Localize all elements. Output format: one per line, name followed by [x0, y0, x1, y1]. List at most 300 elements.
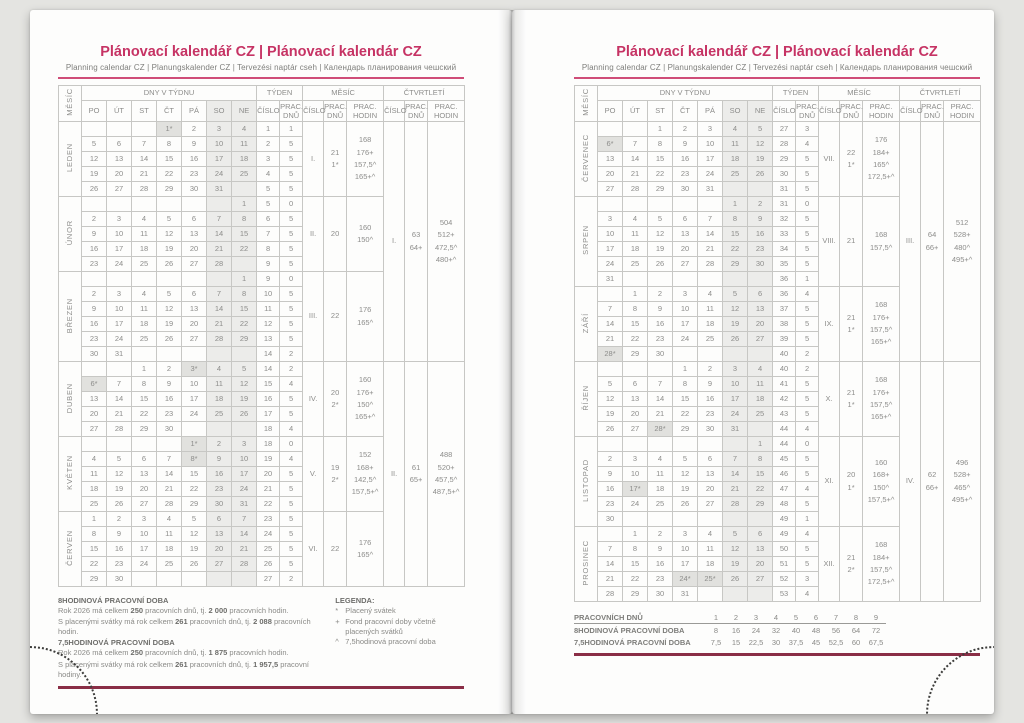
- day-cell: 5: [157, 287, 182, 302]
- week-row: [59, 122, 465, 137]
- day-cell: 6*: [598, 137, 623, 152]
- day-cell: 28*: [598, 347, 623, 362]
- column-header-line: DNŮ: [842, 111, 860, 120]
- empty-day-cell: [598, 287, 623, 302]
- week-number: 17: [257, 407, 280, 422]
- quarter-workdays-header: [405, 101, 428, 122]
- month-workdays-line: 19: [330, 462, 340, 472]
- legend-text: Placený svátek: [345, 606, 396, 615]
- footer-text: pracovních dnů, tj.: [187, 659, 254, 669]
- legend-item: [335, 617, 464, 637]
- column-header-line: DNŮ: [282, 111, 300, 120]
- day-cell: 28: [157, 497, 182, 512]
- day-cell: 24: [232, 482, 257, 497]
- empty-day-cell: [723, 437, 748, 452]
- day-cell: 9: [698, 377, 723, 392]
- day-cell: 7: [598, 302, 623, 317]
- workdays-table-value: 30: [771, 637, 781, 647]
- quarter-group-header: ČTVRTLETÍ: [384, 86, 465, 101]
- empty-day-cell: [648, 437, 673, 452]
- week-row: [575, 122, 981, 137]
- day-cell: 27: [748, 572, 773, 587]
- day-cell: 7: [723, 452, 748, 467]
- week-workdays: 5: [796, 182, 819, 197]
- month-name: ČERVENEC: [580, 133, 590, 182]
- month-hours: [863, 197, 900, 287]
- day-cell: 1: [232, 197, 257, 212]
- week-number: 53: [773, 587, 796, 602]
- day-cell: 29: [623, 347, 648, 362]
- week-workdays: 0: [280, 437, 303, 452]
- month-workdays: [324, 122, 347, 197]
- day-cell: 11: [698, 302, 723, 317]
- day-cell: 6: [207, 512, 232, 527]
- quarter-hours-line: 495+^: [951, 494, 973, 504]
- day-cell: 24: [132, 557, 157, 572]
- month-number: VII.: [819, 122, 840, 197]
- month-number: VI.: [303, 512, 324, 587]
- day-cell: 3: [107, 212, 132, 227]
- day-cell: 17: [232, 467, 257, 482]
- day-cell: 10: [673, 302, 698, 317]
- day-cell: 15: [648, 152, 673, 167]
- week-number: 14: [257, 347, 280, 362]
- column-header-line: PRAC.: [796, 102, 819, 111]
- quarter-workdays-header: [921, 101, 944, 122]
- month-hours-line: 176+: [872, 387, 890, 397]
- month-label: [59, 512, 82, 587]
- day-cell: 14: [207, 302, 232, 317]
- day-cell: 24*: [673, 572, 698, 587]
- week-number: 51: [773, 557, 796, 572]
- day-cell: 10: [182, 377, 207, 392]
- day-cell: 23: [207, 482, 232, 497]
- footer-text: Rok 2026 má celkem: [58, 606, 131, 615]
- empty-day-cell: [648, 512, 673, 527]
- month-hours: [863, 122, 900, 197]
- month-name: BŘEZEN: [64, 297, 74, 333]
- footer-notes: [58, 595, 464, 681]
- week-workdays: 0: [280, 197, 303, 212]
- month-hours-line: 168: [358, 135, 372, 145]
- day-cell: 4: [232, 122, 257, 137]
- day-cell: 19: [232, 392, 257, 407]
- day-cell: 3: [232, 437, 257, 452]
- month-hours-line: 168+: [872, 470, 890, 480]
- day-cell: 8: [232, 287, 257, 302]
- day-cell: 6: [132, 452, 157, 467]
- day-cell: 16: [748, 227, 773, 242]
- month-workdays-line: 2*: [331, 400, 339, 409]
- week-workdays: 5: [280, 407, 303, 422]
- day-cell: 26: [723, 332, 748, 347]
- legend-symbol: *: [335, 606, 339, 615]
- day-cell: 26: [673, 497, 698, 512]
- quarter-number: I.: [384, 122, 405, 362]
- day-cell: 3: [107, 287, 132, 302]
- column-header-line: DNŮ: [326, 111, 344, 120]
- day-cell: 9: [107, 527, 132, 542]
- day-cell: 3: [698, 122, 723, 137]
- month-name: ČERVEN: [64, 529, 74, 566]
- day-cell: 18: [648, 482, 673, 497]
- month-hours-line: 150^: [357, 400, 374, 409]
- empty-day-cell: [132, 572, 157, 587]
- quarter-number-header: ČÍSLO: [384, 101, 405, 122]
- week-number: 31: [773, 182, 796, 197]
- footer-number: 2 088: [253, 617, 272, 627]
- day-cell: 14: [648, 392, 673, 407]
- month-hours: [347, 437, 384, 512]
- week-number: 14: [257, 362, 280, 377]
- bottom-rule: [574, 653, 980, 656]
- day-cell: 1*: [157, 122, 182, 137]
- day-cell: 10: [598, 227, 623, 242]
- empty-day-cell: [698, 347, 723, 362]
- day-cell: 22: [673, 407, 698, 422]
- workdays-table-value: 37,5: [788, 637, 804, 647]
- week-number: 8: [257, 242, 280, 257]
- day-cell: 16: [648, 557, 673, 572]
- week-number: 20: [257, 467, 280, 482]
- month-hours-line: 184+: [872, 552, 890, 562]
- day-cell: 27: [82, 422, 107, 437]
- week-workdays: 4: [280, 452, 303, 467]
- day-cell: 8: [623, 302, 648, 317]
- accent-rule: [574, 77, 980, 79]
- day-cell: 6: [182, 287, 207, 302]
- table-header-row: [575, 86, 981, 101]
- empty-day-cell: [723, 512, 748, 527]
- week-workdays: 2: [280, 347, 303, 362]
- day-cell: 27: [598, 182, 623, 197]
- workdays-table-value: 60: [851, 637, 861, 647]
- day-cell: 1: [648, 122, 673, 137]
- month-hours-line: 168: [874, 230, 888, 240]
- week-workdays: 1: [280, 122, 303, 137]
- day-cell: 9: [648, 302, 673, 317]
- day-cell: 11: [648, 467, 673, 482]
- working-hours-notes: [58, 595, 331, 681]
- day-cell: 18: [82, 482, 107, 497]
- day-cell: 6: [748, 287, 773, 302]
- empty-day-cell: [673, 437, 698, 452]
- weekday-header: ST: [132, 101, 157, 122]
- day-cell: 8: [673, 377, 698, 392]
- empty-day-cell: [207, 272, 232, 287]
- empty-day-cell: [698, 272, 723, 287]
- day-cell: 3: [598, 212, 623, 227]
- week-number: 16: [257, 392, 280, 407]
- day-cell: 20: [132, 482, 157, 497]
- day-cell: 11: [207, 377, 232, 392]
- quarter-hours-header: [944, 101, 981, 122]
- empty-day-cell: [232, 572, 257, 587]
- empty-day-cell: [157, 197, 182, 212]
- workdays-table-row: [574, 611, 886, 624]
- day-cell: 16: [82, 242, 107, 257]
- month-hours-line: 157,5^: [869, 565, 893, 574]
- day-cell: 25: [157, 557, 182, 572]
- week-number: 46: [773, 467, 796, 482]
- quarter-hours-line: 520+: [437, 462, 455, 472]
- empty-day-cell: [648, 362, 673, 377]
- column-header-line: PRAC.: [324, 102, 347, 111]
- day-cell: 30: [698, 422, 723, 437]
- day-cell: 16: [673, 152, 698, 167]
- day-cell: 29: [182, 497, 207, 512]
- month-workdays: [324, 362, 347, 437]
- month-column-header: [59, 86, 82, 122]
- legend-item: [335, 606, 464, 616]
- month-workdays: [840, 197, 863, 287]
- day-cell: 7: [623, 137, 648, 152]
- day-cell: 17: [132, 542, 157, 557]
- day-cell: 1: [232, 272, 257, 287]
- month-hours-line: 168: [874, 540, 888, 550]
- day-cell: 15: [182, 467, 207, 482]
- day-cell: 13: [698, 467, 723, 482]
- month-workdays-line: 1*: [847, 400, 855, 409]
- month-workdays-line: 21: [846, 552, 856, 562]
- week-group-header: TÝDEN: [773, 86, 819, 101]
- empty-day-cell: [207, 197, 232, 212]
- column-header-line: HODIN: [869, 111, 894, 120]
- day-cell: 23: [82, 257, 107, 272]
- week-number: 6: [257, 212, 280, 227]
- footer-text: pracovních dnů, tj.: [187, 617, 254, 627]
- day-cell: 7: [648, 377, 673, 392]
- day-cell: 13: [207, 527, 232, 542]
- week-number: 25: [257, 542, 280, 557]
- day-cell: 20: [748, 557, 773, 572]
- week-workdays: 5: [280, 212, 303, 227]
- empty-day-cell: [648, 197, 673, 212]
- day-cell: 30: [157, 422, 182, 437]
- month-hours-line: 172,5+^: [867, 577, 895, 587]
- day-cell: 13: [182, 302, 207, 317]
- day-cell: 31: [698, 182, 723, 197]
- week-workdays: 4: [796, 587, 819, 602]
- day-cell: 10: [232, 452, 257, 467]
- day-cell: 19: [182, 542, 207, 557]
- quarter-workdays-line: 64: [927, 230, 937, 240]
- week-number: 9: [257, 272, 280, 287]
- empty-day-cell: [748, 347, 773, 362]
- day-cell: 6*: [82, 377, 107, 392]
- week-workdays: 5: [280, 527, 303, 542]
- week-workdays: 4: [280, 377, 303, 392]
- empty-day-cell: [698, 587, 723, 602]
- week-workdays: 4: [796, 287, 819, 302]
- day-cell: 20: [698, 482, 723, 497]
- month-number: III.: [303, 272, 324, 362]
- day-cell: 13: [623, 392, 648, 407]
- day-cell: 13: [673, 227, 698, 242]
- day-cell: 27: [698, 497, 723, 512]
- day-cell: 11: [723, 137, 748, 152]
- workdays-table-value: 7: [826, 611, 846, 624]
- day-cell: 8: [723, 212, 748, 227]
- empty-day-cell: [132, 437, 157, 452]
- quarter-hours-line: 528+: [953, 230, 971, 240]
- day-cell: 28: [623, 182, 648, 197]
- weekday-header: PO: [598, 101, 623, 122]
- note-line: [58, 648, 331, 658]
- week-workdays: 4: [280, 422, 303, 437]
- column-header-line: PRAC.: [353, 102, 377, 111]
- week-workdays: 5: [280, 557, 303, 572]
- footer-text: pracovních dnů, tj.: [143, 606, 209, 615]
- footer-number: 1 957,5: [253, 659, 279, 669]
- day-cell: 14: [132, 152, 157, 167]
- week-workdays: 5: [796, 242, 819, 257]
- day-cell: 29: [82, 572, 107, 587]
- page-title: Plánovací kalendář CZ | Plánovací kalendár CZ: [616, 44, 938, 60]
- week-number: 36: [773, 287, 796, 302]
- empty-day-cell: [232, 257, 257, 272]
- week-number: 40: [773, 347, 796, 362]
- day-cell: 26: [157, 332, 182, 347]
- legend-text: 7,5hodinová pracovní doba: [345, 637, 436, 647]
- day-cell: 30: [598, 512, 623, 527]
- week-number: 18: [257, 437, 280, 452]
- day-cell: 18: [132, 317, 157, 332]
- empty-day-cell: [232, 347, 257, 362]
- day-cell: 25: [648, 497, 673, 512]
- month-hours-line: 165+^: [354, 172, 376, 182]
- day-cell: 8: [157, 137, 182, 152]
- month-workdays: [324, 437, 347, 512]
- day-cell: 28: [207, 332, 232, 347]
- day-cell: 23: [673, 167, 698, 182]
- day-cell: 18: [723, 152, 748, 167]
- week-workdays: 5: [796, 557, 819, 572]
- week-workdays: 5: [796, 212, 819, 227]
- day-cell: 19: [598, 407, 623, 422]
- day-cell: 12: [82, 152, 107, 167]
- week-workdays: 5: [280, 317, 303, 332]
- day-cell: 23: [82, 332, 107, 347]
- weekday-header: PO: [82, 101, 107, 122]
- empty-day-cell: [598, 122, 623, 137]
- month-number: II.: [303, 197, 324, 272]
- month-hours-line: 160: [358, 375, 372, 385]
- month-number: X.: [819, 362, 840, 437]
- day-cell: 28*: [648, 422, 673, 437]
- day-cell: 14: [698, 227, 723, 242]
- week-workdays: 5: [280, 467, 303, 482]
- day-cell: 24: [107, 332, 132, 347]
- day-cell: 9: [648, 542, 673, 557]
- day-cell: 21: [698, 242, 723, 257]
- page-left: [30, 10, 512, 714]
- month-hours-line: 176+: [356, 387, 374, 397]
- month-hours-line: 165+^: [870, 412, 892, 422]
- month-hours-header: [863, 101, 900, 122]
- week-workdays: 2: [280, 362, 303, 377]
- day-cell: 20: [598, 167, 623, 182]
- workdays-table-value: 16: [731, 625, 741, 635]
- empty-day-cell: [182, 572, 207, 587]
- weekday-header: NE: [232, 101, 257, 122]
- week-number: 40: [773, 362, 796, 377]
- week-workdays: 5: [796, 302, 819, 317]
- weekdays-group-header: DNY V TÝDNU: [598, 86, 773, 101]
- day-cell: 12: [723, 302, 748, 317]
- day-cell: 16: [698, 392, 723, 407]
- month-hours: [863, 437, 900, 527]
- day-cell: 17: [182, 392, 207, 407]
- day-cell: 1: [623, 527, 648, 542]
- day-cell: 29: [648, 182, 673, 197]
- week-workdays: 5: [280, 482, 303, 497]
- day-cell: 25*: [698, 572, 723, 587]
- month-name: KVĚTEN: [64, 455, 74, 491]
- day-cell: 11: [132, 227, 157, 242]
- week-number: 39: [773, 332, 796, 347]
- day-cell: 24: [107, 257, 132, 272]
- column-header-line: HODIN: [434, 111, 459, 120]
- day-cell: 8: [623, 542, 648, 557]
- day-cell: 19: [157, 242, 182, 257]
- month-workdays-line: 2*: [331, 475, 339, 484]
- week-number: 10: [257, 287, 280, 302]
- column-header-line: PRAC.: [280, 102, 303, 111]
- day-cell: 21: [598, 572, 623, 587]
- day-cell: 16: [182, 152, 207, 167]
- day-cell: 18: [748, 392, 773, 407]
- quarter-workdays-line: 64+: [409, 242, 423, 252]
- week-number: 45: [773, 452, 796, 467]
- empty-day-cell: [132, 347, 157, 362]
- week-workdays: 2: [796, 347, 819, 362]
- day-cell: 23: [648, 332, 673, 347]
- week-number: 5: [257, 182, 280, 197]
- day-cell: 1: [723, 197, 748, 212]
- footer-number: 250: [130, 606, 144, 615]
- empty-day-cell: [107, 362, 132, 377]
- column-header-line: DNŮ: [923, 111, 941, 120]
- workdays-table-value: 67,5: [868, 637, 884, 647]
- day-cell: 19: [723, 317, 748, 332]
- month-workdays-line: 1*: [847, 325, 855, 334]
- day-cell: 30: [207, 497, 232, 512]
- week-workdays: 5: [796, 167, 819, 182]
- day-cell: 15: [623, 557, 648, 572]
- day-cell: 10: [673, 542, 698, 557]
- day-cell: 2: [748, 197, 773, 212]
- day-cell: 15: [748, 467, 773, 482]
- day-cell: 22: [232, 317, 257, 332]
- month-number: V.: [303, 437, 324, 512]
- day-cell: 17: [207, 152, 232, 167]
- week-number: 13: [257, 332, 280, 347]
- day-cell: 18: [232, 152, 257, 167]
- quarter-hours-line: 496: [955, 457, 969, 467]
- day-cell: 20: [623, 407, 648, 422]
- day-cell: 17: [107, 242, 132, 257]
- month-workdays-line: 22: [330, 311, 340, 321]
- workdays-table-value: 32: [771, 625, 781, 635]
- month-hours: [347, 362, 384, 437]
- day-cell: 24: [723, 407, 748, 422]
- day-cell: 29: [157, 182, 182, 197]
- day-cell: 6: [673, 212, 698, 227]
- quarter-workdays: [921, 362, 944, 602]
- month-workdays-line: 22: [846, 147, 856, 157]
- workdays-table-value: 22,5: [748, 637, 764, 647]
